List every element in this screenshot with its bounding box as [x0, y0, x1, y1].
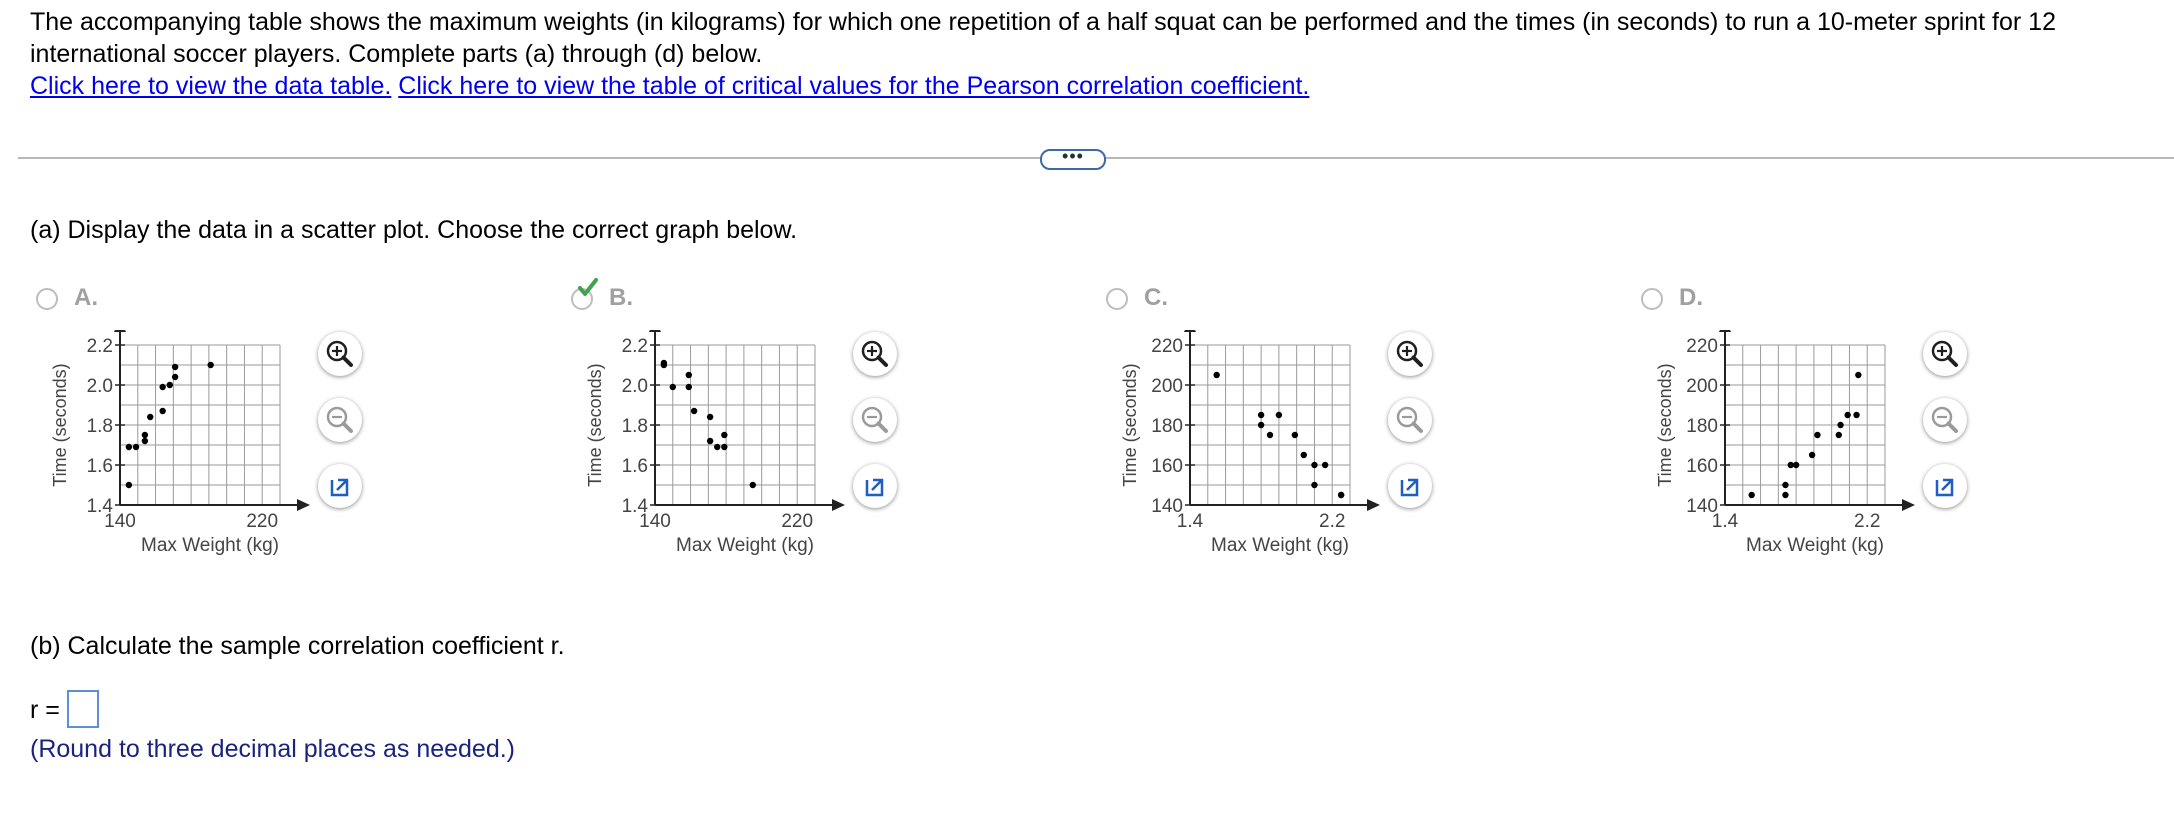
zoom-out-button[interactable]	[853, 398, 897, 442]
option-radio[interactable]	[1641, 288, 1663, 310]
zoom-in-icon	[1923, 332, 1967, 376]
data-point	[207, 362, 213, 368]
magnifier-handle	[1949, 358, 1957, 366]
external-link-arrow	[872, 480, 882, 490]
zoom-in-icon	[318, 332, 362, 376]
data-point	[1267, 432, 1273, 438]
data-point	[126, 482, 132, 488]
external-link-icon	[853, 464, 897, 508]
x-tick-label: 1.4	[1711, 511, 1739, 532]
intro-links	[30, 70, 1309, 102]
x-tick-label: 1.4	[1176, 511, 1204, 532]
magnifier-handle	[879, 424, 887, 432]
zoom-out-icon	[318, 398, 362, 442]
scatter-plot	[1100, 330, 1400, 590]
x-axis-label: Max Weight (kg)	[676, 535, 814, 556]
option-d[interactable]	[1635, 280, 2165, 600]
data-point	[172, 374, 178, 380]
open-window-button[interactable]	[1388, 464, 1432, 508]
option-c[interactable]	[1100, 280, 1630, 600]
y-tick-label: 2.0	[621, 376, 648, 397]
expand-more-button[interactable]: •••	[1040, 149, 1106, 170]
x-axis-label: Max Weight (kg)	[1211, 535, 1349, 556]
data-point	[1836, 432, 1842, 438]
option-b[interactable]	[565, 280, 1095, 600]
x-tick-label: 140	[104, 511, 136, 532]
zoom-in-button[interactable]	[853, 332, 897, 376]
zoom-in-button[interactable]	[1923, 332, 1967, 376]
x-axis-arrow-icon	[297, 499, 310, 511]
zoom-in-icon	[853, 332, 897, 376]
zoom-out-button[interactable]	[318, 398, 362, 442]
zoom-in-button[interactable]	[1388, 332, 1432, 376]
data-point	[750, 482, 756, 488]
data-point	[172, 364, 178, 370]
y-tick-label: 140	[1151, 496, 1183, 517]
x-tick-label: 140	[639, 511, 671, 532]
y-axis-label: Time (seconds)	[585, 363, 605, 487]
data-point	[707, 438, 713, 444]
x-axis-label: Max Weight (kg)	[141, 535, 279, 556]
x-tick-label: 220	[246, 511, 279, 532]
data-point	[1292, 432, 1298, 438]
y-tick-label: 220	[1686, 336, 1718, 357]
magnifier-handle	[1414, 424, 1422, 432]
zoom-out-icon	[853, 398, 897, 442]
zoom-out-icon	[1923, 398, 1967, 442]
y-tick-label: 1.8	[86, 416, 113, 437]
data-point	[1853, 412, 1859, 418]
scatter-plot	[565, 330, 865, 590]
y-axis-label: Time (seconds)	[50, 363, 70, 487]
y-axis-arrow-icon	[1719, 330, 1731, 332]
intro-text: The accompanying table shows the maximum weights (in kilograms) for which one repetition of a half squat can be performed and the times (in seconds) to run a 10-meter sprint for 12 international soccer players. Complete parts (a) through (d) below.	[30, 8, 2056, 68]
data-point	[1844, 412, 1850, 418]
data-point	[126, 444, 132, 450]
x-tick-label: 2.2	[1854, 511, 1881, 532]
data-point	[142, 432, 148, 438]
x-tick-label: 2.2	[1319, 511, 1346, 532]
magnifier-handle	[1414, 358, 1422, 366]
data-point	[686, 372, 692, 378]
data-point	[1276, 412, 1282, 418]
data-point	[133, 444, 139, 450]
option-letter: D.	[1679, 284, 1703, 311]
y-tick-label: 1.6	[621, 456, 648, 477]
x-axis-label: Max Weight (kg)	[1746, 535, 1884, 556]
y-axis-label: Time (seconds)	[1120, 363, 1140, 487]
part-b-prompt: (b) Calculate the sample correlation coefficient r.	[30, 632, 565, 660]
zoom-in-button[interactable]	[318, 332, 362, 376]
y-tick-label: 160	[1151, 456, 1183, 477]
y-axis-label: Time (seconds)	[1655, 363, 1675, 487]
zoom-out-button[interactable]	[1923, 398, 1967, 442]
data-point	[1809, 452, 1815, 458]
magnifier-handle	[344, 358, 352, 366]
open-window-button[interactable]	[1923, 464, 1967, 508]
data-point	[1782, 492, 1788, 498]
magnifier-handle	[879, 358, 887, 366]
data-point	[1793, 462, 1799, 468]
y-tick-label: 220	[1151, 336, 1183, 357]
y-tick-label: 1.4	[621, 496, 648, 517]
y-tick-label: 1.8	[621, 416, 648, 437]
data-point	[1837, 422, 1843, 428]
data-point	[691, 408, 697, 414]
y-tick-label: 200	[1151, 376, 1183, 397]
data-point	[1311, 482, 1317, 488]
option-letter: A.	[74, 284, 98, 311]
zoom-out-icon	[1388, 398, 1432, 442]
data-point	[1258, 412, 1264, 418]
data-point	[167, 382, 173, 388]
external-link-icon	[318, 464, 362, 508]
data-point	[1814, 432, 1820, 438]
data-point	[1301, 452, 1307, 458]
y-tick-label: 140	[1686, 496, 1718, 517]
y-tick-label: 200	[1686, 376, 1718, 397]
option-radio[interactable]	[1106, 288, 1128, 310]
rounding-note: (Round to three decimal places as needed.)	[30, 735, 516, 763]
y-tick-label: 160	[1686, 456, 1718, 477]
data-point	[1322, 462, 1328, 468]
checkmark-icon	[577, 277, 599, 299]
y-tick-label: 2.0	[86, 376, 113, 397]
r-answer-input[interactable]	[67, 690, 99, 728]
magnifier-handle	[344, 424, 352, 432]
option-radio[interactable]	[36, 288, 58, 310]
zoom-out-button[interactable]	[1388, 398, 1432, 442]
data-point	[1338, 492, 1344, 498]
y-tick-label: 180	[1686, 416, 1718, 437]
option-letter: B.	[609, 284, 633, 311]
magnifier-handle	[1949, 424, 1957, 432]
external-link-arrow	[1942, 480, 1952, 490]
checkmark-path	[580, 280, 596, 294]
y-tick-label: 2.2	[621, 336, 648, 357]
data-point	[1213, 372, 1219, 378]
y-tick-label: 1.4	[86, 496, 113, 517]
data-point	[721, 444, 727, 450]
data-point	[142, 438, 148, 444]
data-point	[159, 384, 165, 390]
data-point	[1258, 422, 1264, 428]
data-point	[159, 408, 165, 414]
option-letter: C.	[1144, 284, 1168, 311]
x-tick-label: 220	[781, 511, 814, 532]
y-tick-label: 180	[1151, 416, 1183, 437]
external-link-arrow	[1407, 480, 1417, 490]
data-point	[661, 360, 667, 366]
data-table-link[interactable]: Click here to view the data table.	[30, 72, 392, 100]
open-window-button[interactable]	[853, 464, 897, 508]
data-point	[721, 432, 727, 438]
external-link-icon	[1923, 464, 1967, 508]
option-a[interactable]	[30, 280, 560, 600]
x-axis-arrow-icon	[1367, 499, 1380, 511]
y-axis-arrow-icon	[1184, 330, 1196, 332]
x-axis-arrow-icon	[1902, 499, 1915, 511]
data-point	[707, 414, 713, 420]
open-window-button[interactable]	[318, 464, 362, 508]
external-link-icon	[1388, 464, 1432, 508]
y-tick-label: 2.2	[86, 336, 113, 357]
y-axis-arrow-icon	[649, 330, 661, 332]
data-point	[670, 384, 676, 390]
data-point	[714, 444, 720, 450]
y-tick-label: 1.6	[86, 456, 113, 477]
data-point	[1311, 462, 1317, 468]
data-point	[1855, 372, 1861, 378]
y-axis-arrow-icon	[114, 330, 126, 332]
zoom-in-icon	[1388, 332, 1432, 376]
data-point	[147, 414, 153, 420]
critical-values-link[interactable]: Click here to view the table of critical values for the Pearson correlation coefficient.	[398, 72, 1310, 100]
scatter-plot	[30, 330, 330, 590]
data-point	[686, 384, 692, 390]
r-label: r =	[30, 696, 60, 724]
scatter-plot	[1635, 330, 1935, 590]
part-a-prompt: (a) Display the data in a scatter plot. Choose the correct graph below.	[30, 216, 798, 244]
data-point	[1782, 482, 1788, 488]
external-link-arrow	[337, 480, 347, 490]
x-axis-arrow-icon	[832, 499, 845, 511]
data-point	[1748, 492, 1754, 498]
